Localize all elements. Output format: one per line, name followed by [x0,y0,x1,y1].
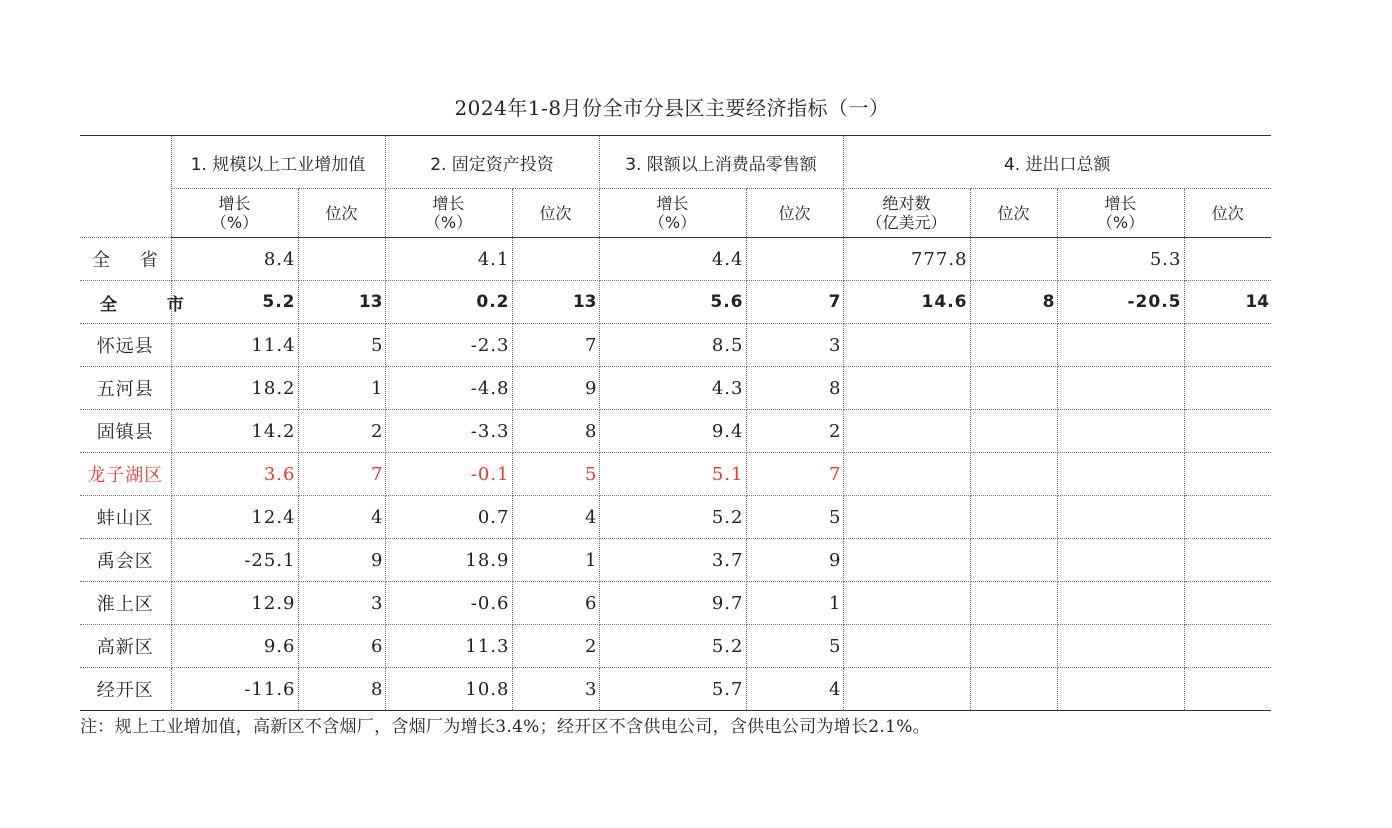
rank-cell: 7 [746,281,843,324]
value-cell: 9.4 [599,410,746,453]
subheader-rank: 位次 [298,189,385,238]
rank-cell [1184,625,1271,668]
value-cell: -20.5 [1057,281,1184,324]
table-row [80,539,1271,582]
rank-cell [970,410,1057,453]
rank-cell: 2 [512,625,599,668]
region-name: 怀远县 [80,324,171,367]
value-cell: 3.7 [599,539,746,582]
value-cell [1057,453,1184,496]
rank-cell [1184,367,1271,410]
table-row [80,625,1271,668]
rank-cell [970,539,1057,582]
value-cell: 8.5 [599,324,746,367]
rank-cell: 3 [298,582,385,625]
rank-cell: 13 [512,281,599,324]
value-cell: -3.3 [385,410,512,453]
value-cell: -2.3 [385,324,512,367]
rank-cell: 9 [746,539,843,582]
value-cell: 14.2 [171,410,298,453]
value-cell: 4.1 [385,238,512,281]
header-import-export: 4. 进出口总额 [843,136,1271,189]
rank-cell: 1 [512,539,599,582]
rank-cell: 8 [512,410,599,453]
value-cell: 9.7 [599,582,746,625]
table-row [80,238,1271,281]
rank-cell [1184,582,1271,625]
value-cell: 0.2 [385,281,512,324]
value-cell: 11.4 [171,324,298,367]
rank-cell: 5 [746,625,843,668]
rank-cell: 2 [298,410,385,453]
region-name: 蚌山区 [80,496,171,539]
value-cell: 18.9 [385,539,512,582]
rank-cell: 4 [512,496,599,539]
rank-cell [970,324,1057,367]
header-industry: 1. 规模以上工业增加值 [171,136,385,189]
rank-cell: 3 [746,324,843,367]
rank-cell: 14 [1184,281,1271,324]
rank-cell [970,367,1057,410]
value-cell [1057,539,1184,582]
value-cell: 0.7 [385,496,512,539]
value-cell: 12.9 [171,582,298,625]
subheader-absolute: 绝对数 （亿美元） [843,189,970,238]
value-cell: 5.2 [599,496,746,539]
value-cell: 4.4 [599,238,746,281]
rank-cell: 7 [512,324,599,367]
value-cell [1057,582,1184,625]
value-cell [1057,410,1184,453]
rank-cell: 5 [512,453,599,496]
value-cell: -4.8 [385,367,512,410]
value-cell: 8.4 [171,238,298,281]
rank-cell [746,238,843,281]
rank-cell: 5 [298,324,385,367]
rank-cell: 8 [298,668,385,711]
economic-indicators-table [80,135,1271,711]
value-cell: 5.3 [1057,238,1184,281]
rank-cell [1184,496,1271,539]
header-fixed-investment: 2. 固定资产投资 [385,136,599,189]
rank-cell [1184,453,1271,496]
value-cell [843,668,970,711]
value-cell [843,324,970,367]
rank-cell [970,453,1057,496]
rank-cell: 9 [512,367,599,410]
subheader-growth: 增长 （%） [1057,189,1184,238]
rank-cell [970,496,1057,539]
rank-cell: 1 [298,367,385,410]
value-cell [1057,367,1184,410]
region-name: 全 市 [80,281,171,324]
value-cell: 5.2 [171,281,298,324]
value-cell: 18.2 [171,367,298,410]
rank-cell [970,582,1057,625]
table-row [80,453,1271,496]
header-corner-cell [80,136,171,238]
value-cell [1057,496,1184,539]
value-cell: -25.1 [171,539,298,582]
table-row [80,410,1271,453]
value-cell [843,582,970,625]
value-cell [843,453,970,496]
rank-cell [970,668,1057,711]
header-retail-sales: 3. 限额以上消费品零售额 [599,136,843,189]
region-name: 全 省 [80,238,171,281]
region-name: 禹会区 [80,539,171,582]
table-row [80,668,1271,711]
value-cell: 5.1 [599,453,746,496]
region-name: 龙子湖区 [80,453,171,496]
rank-cell: 5 [746,496,843,539]
rank-cell: 2 [746,410,843,453]
rank-cell [970,625,1057,668]
value-cell [843,625,970,668]
rank-cell: 3 [512,668,599,711]
rank-cell [1184,324,1271,367]
value-cell [843,410,970,453]
subheader-rank: 位次 [970,189,1057,238]
value-cell: 5.2 [599,625,746,668]
rank-cell: 6 [512,582,599,625]
value-cell [1057,324,1184,367]
region-name: 五河县 [80,367,171,410]
footnote: 注：规上工业增加值，高新区不含烟厂，含烟厂为增长3.4%；经开区不含供电公司，含供电公司为增长2.1%。 [80,717,930,737]
value-cell: 10.8 [385,668,512,711]
value-cell: 3.6 [171,453,298,496]
value-cell: 777.8 [843,238,970,281]
subheader-rank: 位次 [512,189,599,238]
rank-cell: 7 [298,453,385,496]
rank-cell [512,238,599,281]
subheader-growth: 增长 （%） [171,189,298,238]
value-cell: 5.6 [599,281,746,324]
region-name: 经开区 [80,668,171,711]
rank-cell: 6 [298,625,385,668]
value-cell: -0.1 [385,453,512,496]
value-cell: -11.6 [171,668,298,711]
value-cell: 14.6 [843,281,970,324]
value-cell [1057,668,1184,711]
table-row [80,281,1271,324]
region-name: 淮上区 [80,582,171,625]
value-cell [1057,625,1184,668]
table-row [80,496,1271,539]
rank-cell: 7 [746,453,843,496]
rank-cell [298,238,385,281]
table-body [80,238,1271,711]
value-cell: 5.7 [599,668,746,711]
subheader-rank: 位次 [1184,189,1271,238]
table-row [80,367,1271,410]
subheader-growth: 增长 （%） [385,189,512,238]
rank-cell [1184,238,1271,281]
table-row [80,582,1271,625]
page-title: 2024年1-8月份全市分县区主要经济指标（一） [454,96,890,120]
value-cell: 12.4 [171,496,298,539]
value-cell [843,496,970,539]
value-cell [843,367,970,410]
rank-cell [1184,410,1271,453]
header-row-subheaders [80,189,1271,238]
rank-cell: 9 [298,539,385,582]
subheader-rank: 位次 [746,189,843,238]
value-cell: 4.3 [599,367,746,410]
region-name: 固镇县 [80,410,171,453]
value-cell: -0.6 [385,582,512,625]
rank-cell: 8 [746,367,843,410]
rank-cell [970,238,1057,281]
rank-cell: 4 [298,496,385,539]
rank-cell [1184,668,1271,711]
value-cell [843,539,970,582]
rank-cell: 8 [970,281,1057,324]
rank-cell: 4 [746,668,843,711]
rank-cell: 1 [746,582,843,625]
value-cell: 9.6 [171,625,298,668]
header-row-groups [80,136,1271,189]
value-cell: 11.3 [385,625,512,668]
rank-cell [1184,539,1271,582]
table-row [80,324,1271,367]
rank-cell: 13 [298,281,385,324]
region-name: 高新区 [80,625,171,668]
subheader-growth: 增长 （%） [599,189,746,238]
